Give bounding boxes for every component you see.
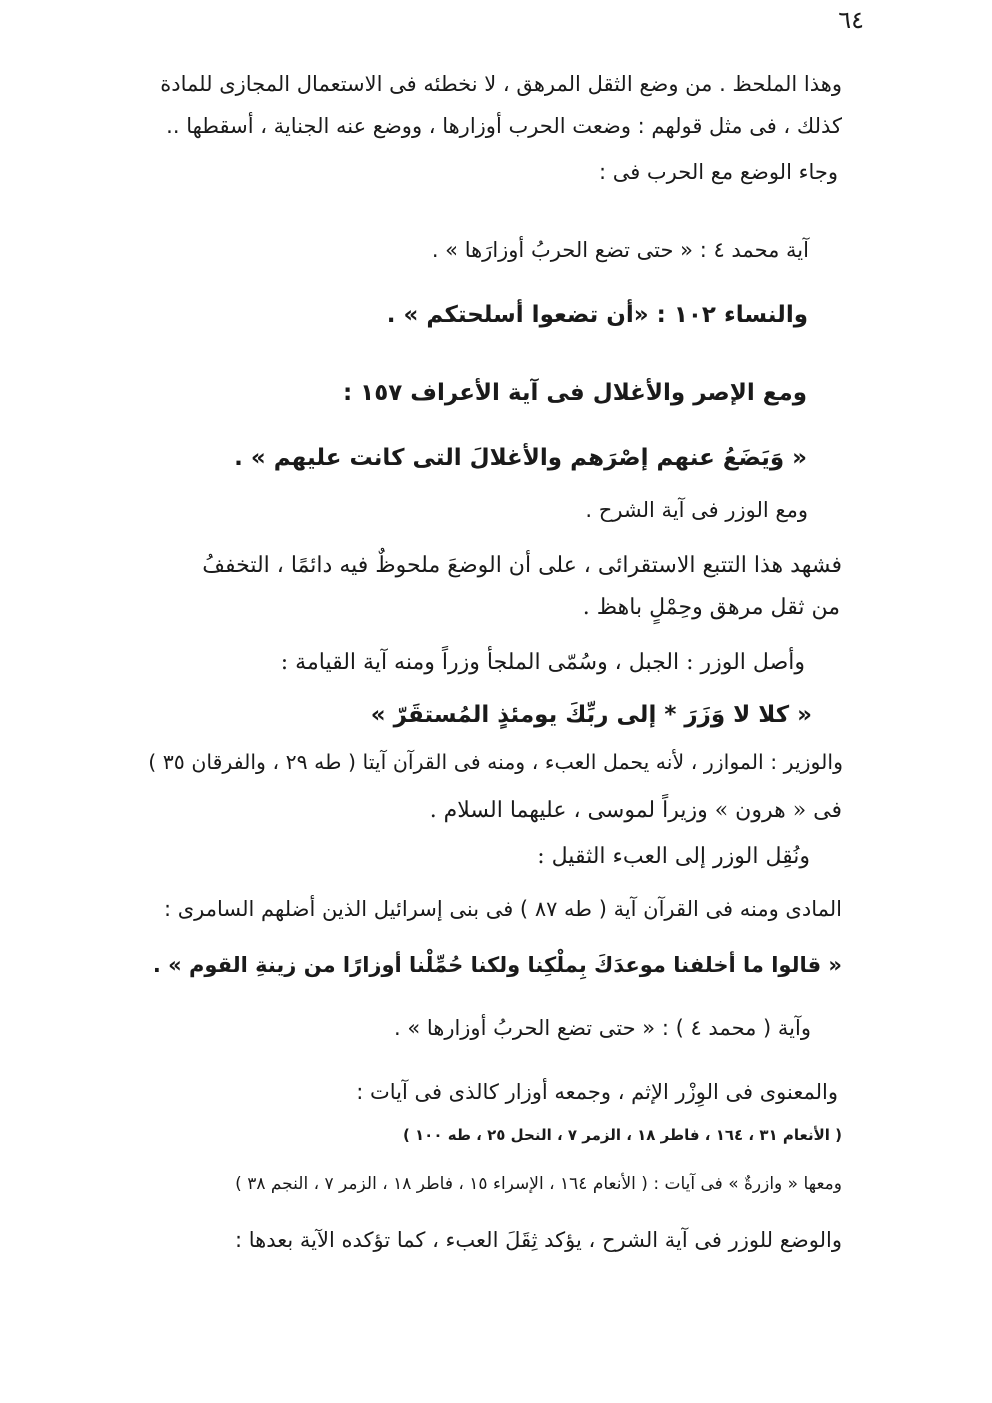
text-line-3: وجاء الوضع مع الحرب فى : <box>598 160 838 184</box>
text-line-1: وهذا الملحظ . من وضع الثقل المرهق ، لا نخطئه فى الاستعمال المجازى للمادة <box>160 72 842 96</box>
text-line-9: فشهد هذا التتبع الاستقرائى ، على أن الوضعَ ملحوظٌ فيه دائمًا ، التخففُ <box>202 553 842 578</box>
reference-line-2: ومعها « وازرةٌ » فى آيات : ( الأنعام ١٦٤ ، الإسراء ١٥ ، فاطر ١٨ ، الزمر ٧ ، النجم ٣٨ ) <box>235 1174 842 1194</box>
verse-line-araf: « وَيَضَعُ عنهم إصْرَهم والأغلالَ التى كانت عليهم » . <box>234 445 807 471</box>
text-line-13: والوزير : الموازر ، لأنه يحمل العبء ، ومنه فى القرآن آيتا ( طه ٢٩ ، والفرقان ٣٥ ) <box>148 750 843 774</box>
page-number: ٦٤ <box>838 6 864 34</box>
verse-line-muhammad: آية محمد ٤ : « حتى تضع الحربُ أوزارَها » . <box>431 238 809 262</box>
reference-line-1: ( الأنعام ٣١ ، ١٦٤ ، فاطر ١٨ ، الزمر ٧ ، النحل ٢٥ ، طه ١٠٠ ) <box>402 1126 842 1144</box>
text-line-22: والوضع للوزر فى آية الشرح ، يؤكد ثِقَلَ العبء ، كما تؤكده الآية بعدها : <box>235 1228 842 1252</box>
verse-line-muhammad-2: وآية ( محمد ٤ ) : « حتى تضع الحربُ أوزارها » . <box>393 1016 811 1040</box>
text-line-11: وأصل الوزر : الجبل ، وسُمّى الملجأ وزراً ومنه آية القيامة : <box>280 650 805 675</box>
text-line-10: من ثقل مرهق وحِمْلٍ باهظ . <box>582 595 840 620</box>
text-line-19: والمعنوى فى الوِزْر الإثم ، وجمعه أوزار كالذى فى آيات : <box>356 1080 838 1104</box>
text-line-16: المادى ومنه فى القرآن آية ( طه ٨٧ ) فى بنى إسرائيل الذين أضلهم السامرى : <box>163 897 842 921</box>
verse-line-taha: « قالوا ما أخلفنا موعدَكَ بِملْكِنا ولكنا حُمِّلْنا أوزارًا من زينةِ القوم » . <box>152 953 842 977</box>
text-line-2: كذلك ، فى مثل قولهم : وضعت الحرب أوزارها ، ووضع عنه الجناية ، أسقطها .. <box>166 114 842 138</box>
verse-line-qiyama: « كلا لا وَزَرَ * إلى ربِّكَ يومئذٍ المُستقَرّ » <box>370 702 812 728</box>
text-line-14: فى « هرون » وزيراً لموسى ، عليهما السلام . <box>429 798 842 823</box>
verse-line-nisa: والنساء ١٠٢ : «أن تضعوا أسلحتكم » . <box>386 302 808 328</box>
text-line-sharh: ومع الوزر فى آية الشرح . <box>585 498 808 522</box>
text-line-araf: ومع الإصر والأغلال فى آية الأعراف ١٥٧ : <box>342 380 807 406</box>
text-line-15: ونُقِل الوزر إلى العبء الثقيل : <box>537 844 810 869</box>
